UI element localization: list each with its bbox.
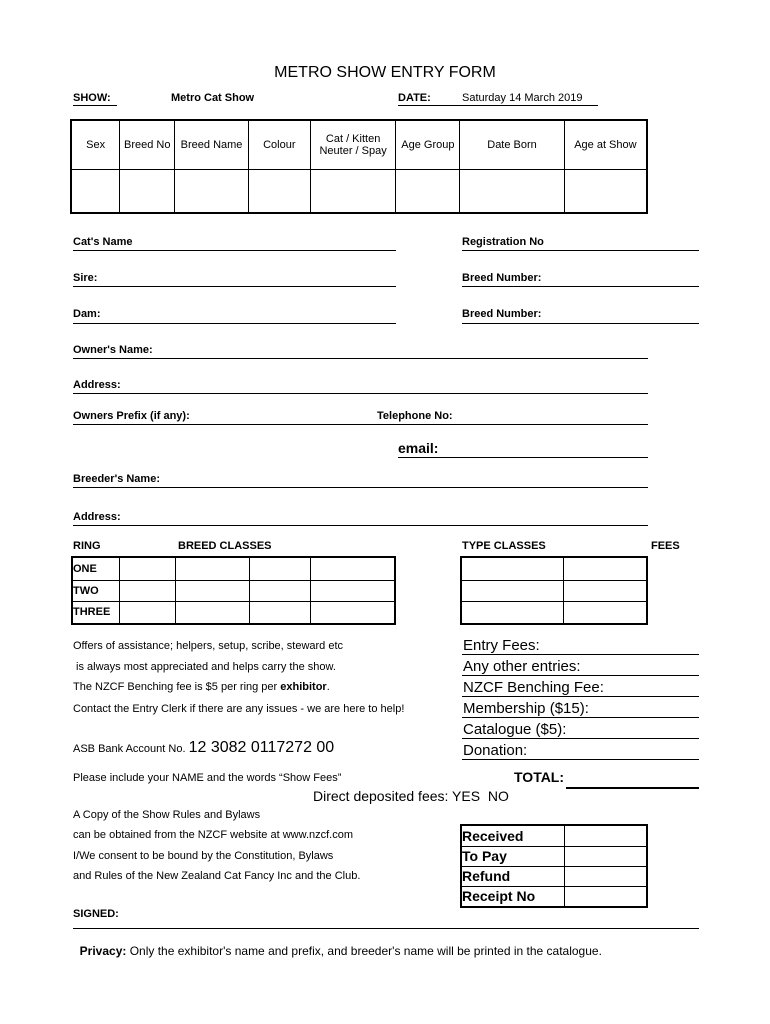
type-cell[interactable] bbox=[461, 557, 564, 580]
owners-prefix-label: Owners Prefix (if any): bbox=[73, 410, 190, 422]
privacy-text: Only the exhibitor's name and prefix, and breeder's name will be printed in the catalogue. bbox=[126, 944, 602, 958]
rules-3: I/We consent to be bound by the Constitution, Bylaws bbox=[73, 850, 334, 862]
col-cat-kitten: Cat / Kitten Neuter / Spay bbox=[310, 120, 396, 169]
fee-benching: NZCF Benching Fee: bbox=[463, 679, 604, 696]
total-field[interactable] bbox=[566, 787, 699, 789]
owners-name-field[interactable] bbox=[73, 358, 648, 359]
type-classes-table bbox=[460, 556, 648, 625]
total-label: TOTAL: bbox=[514, 769, 565, 785]
note-assistance: Offers of assistance; helpers, setup, scribe, steward etc bbox=[73, 640, 344, 652]
date-label: DATE: bbox=[398, 92, 431, 104]
type-cell[interactable] bbox=[564, 580, 647, 601]
signature-field[interactable] bbox=[73, 928, 699, 929]
fee-benching-field[interactable] bbox=[462, 696, 699, 697]
fee-membership: Membership ($15): bbox=[463, 700, 589, 717]
ring-cell[interactable] bbox=[176, 601, 249, 624]
type-cell[interactable] bbox=[564, 557, 647, 580]
ring-cell[interactable] bbox=[311, 580, 395, 601]
breed-classes-label: BREED CLASSES bbox=[178, 540, 272, 552]
receipt-no-cell[interactable] bbox=[564, 886, 647, 907]
owners-name-label: Owner's Name: bbox=[73, 344, 153, 356]
ring-cell[interactable] bbox=[249, 580, 311, 601]
cats-name-label: Cat's Name bbox=[73, 236, 133, 248]
type-cell[interactable] bbox=[461, 601, 564, 624]
received-cell[interactable] bbox=[564, 825, 647, 846]
address-field-1[interactable] bbox=[73, 393, 648, 394]
email-label: email: bbox=[398, 440, 439, 456]
note-benching bbox=[73, 681, 330, 693]
ring-three-label: THREE bbox=[72, 601, 120, 624]
privacy-note bbox=[73, 930, 602, 958]
fee-catalogue-field[interactable] bbox=[462, 738, 699, 739]
telephone-label: Telephone No: bbox=[377, 410, 453, 422]
cat-kitten-cell[interactable] bbox=[310, 169, 396, 213]
note-appreciated: is always most appreciated and helps carry the show. bbox=[73, 661, 336, 673]
bank-account bbox=[73, 739, 334, 757]
cats-name-field[interactable] bbox=[73, 250, 396, 251]
sire-field[interactable] bbox=[73, 286, 396, 287]
breed-name-cell[interactable] bbox=[175, 169, 249, 213]
ring-one-label: ONE bbox=[72, 557, 120, 580]
ring-cell[interactable] bbox=[176, 557, 249, 580]
age-group-cell[interactable] bbox=[396, 169, 460, 213]
note-benching-bold: exhibitor bbox=[280, 681, 327, 693]
col-breed-no: Breed No bbox=[120, 120, 175, 169]
ring-cell[interactable] bbox=[120, 557, 176, 580]
note-contact: Contact the Entry Clerk if there are any issues - we are here to help! bbox=[73, 703, 405, 715]
address-field-2[interactable] bbox=[73, 525, 648, 526]
breed-number-label-2: Breed Number: bbox=[462, 308, 542, 320]
breeders-name-field[interactable] bbox=[73, 487, 648, 488]
ring-cell[interactable] bbox=[120, 580, 176, 601]
type-classes-label: TYPE CLASSES bbox=[462, 540, 546, 552]
bank-number: 12 3082 0117272 00 bbox=[188, 739, 335, 756]
form-title: METRO SHOW ENTRY FORM bbox=[274, 64, 496, 81]
ring-cell[interactable] bbox=[249, 557, 311, 580]
age-at-show-cell[interactable] bbox=[564, 169, 647, 213]
col-breed-name: Breed Name bbox=[175, 120, 249, 169]
direct-deposit: Direct deposited fees: YES NO bbox=[313, 788, 509, 804]
rules-2: can be obtained from the NZCF website at www.nzcf.com bbox=[73, 829, 354, 841]
registration-label: Registration No bbox=[462, 236, 544, 248]
ring-cell[interactable] bbox=[311, 557, 395, 580]
ring-cell[interactable] bbox=[249, 601, 311, 624]
ring-two-label: TWO bbox=[72, 580, 120, 601]
breed-number-field-1[interactable] bbox=[462, 286, 699, 287]
bank-label: ASB Bank Account No. bbox=[73, 743, 189, 755]
ring-cell[interactable] bbox=[176, 580, 249, 601]
sex-cell[interactable] bbox=[71, 169, 120, 213]
address-label-1: Address: bbox=[73, 379, 121, 391]
ring-cell[interactable] bbox=[120, 601, 176, 624]
fee-entry: Entry Fees: bbox=[463, 637, 540, 654]
date-value: Saturday 14 March 2019 bbox=[462, 92, 583, 104]
col-colour: Colour bbox=[248, 120, 310, 169]
breed-number-field-2[interactable] bbox=[462, 323, 699, 324]
sire-label: Sire: bbox=[73, 272, 98, 284]
fee-donation-field[interactable] bbox=[462, 759, 699, 760]
ring-table bbox=[71, 556, 396, 625]
breed-no-cell[interactable] bbox=[120, 169, 175, 213]
fee-membership-field[interactable] bbox=[462, 717, 699, 718]
rules-1: A Copy of the Show Rules and Bylaws bbox=[73, 809, 261, 821]
show-label: SHOW: bbox=[73, 92, 111, 104]
received-label: Received bbox=[461, 825, 564, 846]
rules-4: and Rules of the New Zealand Cat Fancy Inc and the Club. bbox=[73, 870, 361, 882]
show-value: Metro Cat Show bbox=[171, 92, 255, 104]
colour-cell[interactable] bbox=[248, 169, 310, 213]
col-date-born: Date Born bbox=[460, 120, 565, 169]
fee-other-field[interactable] bbox=[462, 675, 699, 676]
dam-field[interactable] bbox=[73, 323, 396, 324]
note-benching-end: . bbox=[326, 681, 330, 693]
ring-cell[interactable] bbox=[311, 601, 395, 624]
receipt-no-label: Receipt No bbox=[461, 886, 564, 907]
ring-label: RING bbox=[73, 540, 101, 552]
fees-label: FEES bbox=[651, 540, 680, 552]
breeders-name-label: Breeder's Name: bbox=[73, 473, 160, 485]
breed-number-label-1: Breed Number: bbox=[462, 272, 542, 284]
refund-label: Refund bbox=[461, 866, 564, 886]
dam-label: Dam: bbox=[73, 308, 101, 320]
type-cell[interactable] bbox=[461, 580, 564, 601]
col-age-group: Age Group bbox=[396, 120, 460, 169]
note-benching-text: The NZCF Benching fee is $5 per ring per bbox=[73, 681, 281, 693]
fee-entry-field[interactable] bbox=[462, 654, 699, 655]
note-include: Please include your NAME and the words “Show Fees” bbox=[73, 772, 342, 784]
to-pay-cell[interactable] bbox=[564, 846, 647, 866]
type-cell[interactable] bbox=[564, 601, 647, 624]
col-age-at-show: Age at Show bbox=[564, 120, 647, 169]
email-field[interactable] bbox=[398, 457, 648, 458]
fee-other: Any other entries: bbox=[463, 658, 581, 675]
to-pay-label: To Pay bbox=[461, 846, 564, 866]
address-label-2: Address: bbox=[73, 511, 121, 523]
privacy-label: Privacy: bbox=[79, 944, 127, 958]
refund-cell[interactable] bbox=[564, 866, 647, 886]
registration-field[interactable] bbox=[462, 250, 699, 251]
fee-catalogue: Catalogue ($5): bbox=[463, 721, 567, 738]
date-born-cell[interactable] bbox=[460, 169, 565, 213]
cat-details-table bbox=[70, 119, 648, 214]
col-sex: Sex bbox=[71, 120, 120, 169]
office-use-table bbox=[460, 824, 648, 908]
fee-donation: Donation: bbox=[463, 742, 528, 759]
owners-prefix-field[interactable] bbox=[73, 424, 648, 425]
signed-label: SIGNED: bbox=[73, 908, 119, 920]
